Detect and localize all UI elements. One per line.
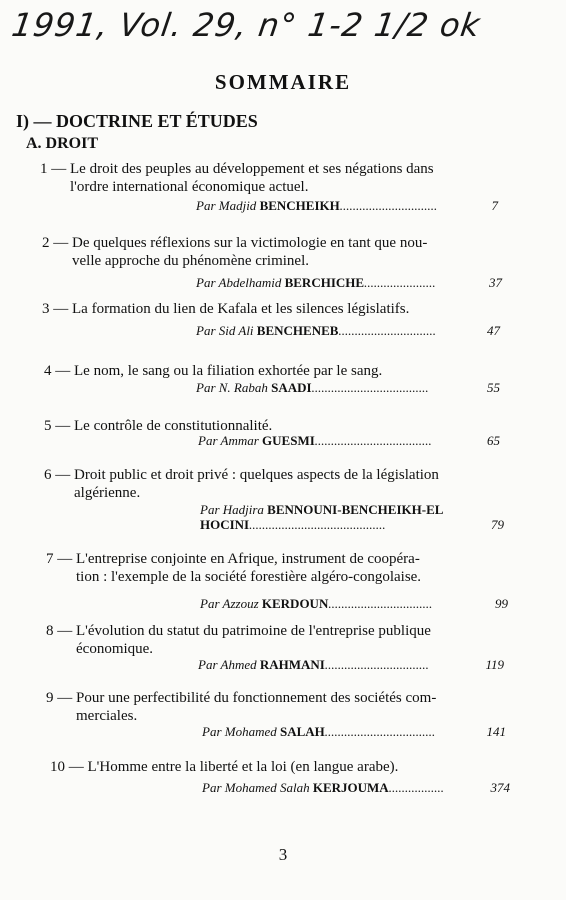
entry-title-line: 8 — L'évolution du statut du patrimoine de l'entreprise publique (46, 623, 431, 639)
toc-author-8 (198, 657, 504, 673)
toc-entry-1 (40, 160, 434, 196)
toc-author-3 (196, 323, 500, 339)
author-name: RAHMANI (259, 657, 325, 672)
author-name: KERJOUMA (312, 780, 389, 795)
page-ref: 55 (487, 380, 500, 395)
page-ref: 99 (495, 596, 508, 611)
author-prefix: Par Sid Ali (196, 323, 254, 338)
toc-author-5 (198, 433, 500, 449)
toc-entry-3 (42, 300, 409, 318)
page-ref: 7 (491, 198, 498, 213)
author-name: KERDOUN (261, 596, 329, 611)
toc-entry-7 (46, 550, 421, 586)
entry-title-line: 4 — Le nom, le sang ou la filiation exhortée par le sang. (44, 363, 383, 379)
page-ref: 374 (490, 780, 510, 795)
entry-title-line: 7 — L'entreprise conjointe en Afrique, instrument de coopéra- (46, 551, 420, 567)
entry-title-line: velle approche du phénomène criminel. (72, 253, 309, 269)
entry-title-line: 1 — Le droit des peuples au développement et ses négations dans (40, 161, 434, 177)
leader-dots: .............................. (339, 198, 438, 213)
entry-title-line: 5 — Le contrôle de constitutionnalité. (44, 418, 273, 434)
leader-dots: ................................ (324, 657, 429, 672)
leader-dots: ................. (388, 780, 444, 795)
toc-author-2 (196, 275, 502, 291)
entry-title-line: l'ordre international économique actuel. (70, 179, 309, 195)
entry-title-line: 2 — De quelques réflexions sur la victimologie en tant que nou- (42, 235, 428, 251)
entry-title-line: merciales. (76, 708, 138, 724)
leader-dots: .......................................... (249, 517, 386, 532)
page-ref: 65 (487, 433, 500, 448)
entry-title-line: économique. (76, 641, 154, 657)
toc-author-4 (196, 380, 500, 396)
author-prefix: Par Mohamed Salah (202, 780, 310, 795)
author-prefix: Par Mohamed (202, 724, 277, 739)
page-ref: 47 (487, 323, 500, 338)
author-name: BENNOUNI-BENCHEIKH-EL (267, 502, 444, 517)
page-ref: 37 (489, 275, 502, 290)
toc-entry-9 (46, 689, 436, 725)
leader-dots: .................................. (324, 724, 436, 739)
toc-author-1 (196, 198, 498, 214)
author-prefix: Par Madjid (196, 198, 257, 213)
page-number: 3 (278, 845, 288, 864)
page-ref: 119 (485, 657, 504, 672)
author-prefix: Par Ahmed (198, 657, 257, 672)
toc-entry-6 (44, 466, 439, 502)
author-name: BENCHEIKH (259, 198, 340, 213)
author-name: SALAH (280, 724, 325, 739)
author-name: BENCHENEB (256, 323, 339, 338)
toc-entry-10 (50, 758, 398, 776)
subsection-heading: A. DROIT (26, 135, 99, 152)
page-ref: 79 (491, 517, 504, 532)
author-prefix: Par N. Rabah (196, 380, 268, 395)
entry-title-line: 3 — La formation du lien de Kafala et les silences législatifs. (42, 301, 410, 317)
author-name: SAADI (271, 380, 312, 395)
author-prefix: Par Hadjira (200, 502, 264, 517)
author-name: HOCINI (200, 517, 250, 532)
toc-author-9 (202, 724, 506, 740)
entry-title-line: 10 — L'Homme entre la liberté et la loi (en langue arabe). (50, 759, 399, 775)
leader-dots: ...................... (364, 275, 436, 290)
author-prefix: Par Azzouz (200, 596, 259, 611)
leader-dots: .................................... (311, 380, 429, 395)
page-ref: 141 (486, 724, 506, 739)
entry-title-line: algérienne. (74, 485, 141, 501)
author-prefix: Par Abdelhamid (196, 275, 282, 290)
toc-entry-8 (46, 622, 431, 658)
entry-title-line: 6 — Droit public et droit privé : quelques aspects de la législation (44, 467, 439, 483)
toc-author-7 (200, 596, 508, 612)
toc-entry-4 (44, 362, 382, 380)
toc-author-6 (200, 502, 504, 518)
leader-dots: ................................ (328, 596, 433, 611)
entry-title-line: 9 — Pour une perfectibilité du fonctionnement des sociétés com- (46, 690, 437, 706)
leader-dots: .............................. (338, 323, 436, 338)
section-heading: I) — DOCTRINE ET ÉTUDES (16, 111, 258, 131)
toc-entry-2 (42, 234, 427, 270)
entry-title-line: tion : l'exemple de la société forestière algéro-congolaise. (76, 569, 422, 585)
toc-author-6-cont (200, 517, 504, 533)
author-prefix: Par Ammar (198, 433, 259, 448)
handwritten-annotation: 1991, Vol. 29, n° 1-2 1/2 ok (9, 6, 484, 44)
author-name: GUESMI (262, 433, 315, 448)
page-title: SOMMAIRE (214, 70, 352, 94)
leader-dots: .................................... (314, 433, 432, 448)
toc-author-10 (202, 780, 510, 796)
author-name: BERCHICHE (284, 275, 365, 290)
